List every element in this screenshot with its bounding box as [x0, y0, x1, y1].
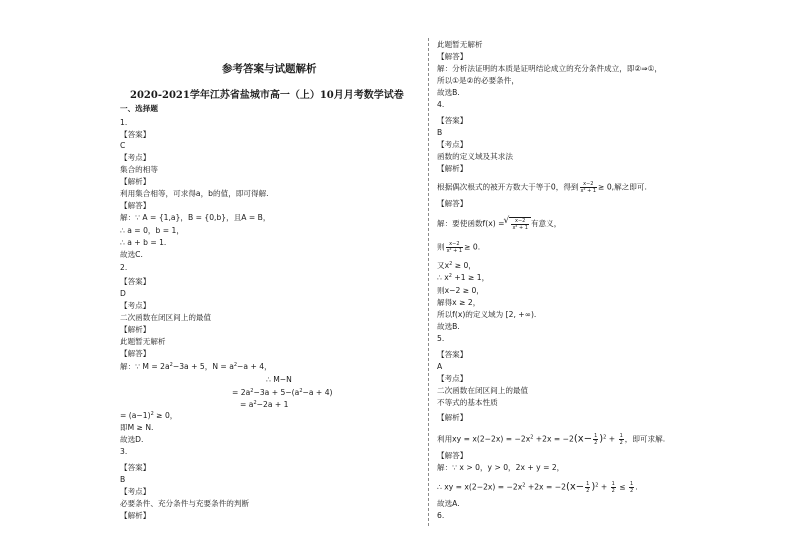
q2-solution-line: 故选D. [120, 435, 144, 444]
q4-keypoint: 函数的定义域及其求法 [437, 152, 513, 161]
fraction: $\frac{1}{2}$ [630, 481, 634, 494]
q3-solution-line: 故选B. [437, 88, 460, 97]
q4-solution-line: ∴ $x^2 +1 \ge 1$， [437, 273, 490, 282]
q3-keypoint: 必要条件、充分条件与充要条件的判断 [120, 499, 250, 508]
q1-analysis-label: 【解析】 [120, 177, 151, 186]
q3-analysis-label: 【解析】 [120, 511, 151, 520]
q5-answer-label: 【答案】 [437, 350, 468, 359]
q2-analysis: 此题暂无解析 [120, 337, 166, 346]
fraction: √ $\frac{x-2}{\text{x² + 1}}$ [512, 218, 528, 231]
fraction: $\frac{1}{2}$ [594, 433, 598, 446]
q3-answer-label: 【答案】 [120, 463, 151, 472]
q4-analysis: 根据偶次根式的被开方数大于等于0，得到 $\frac{x-2}{\text{x² + 1}}$ ≥ 0,解之即可. [437, 181, 647, 194]
q2-solution-line: 即M ≥ N. [120, 423, 154, 432]
q1-solution-line: 解：∵ A = {1,a}，B = {0,b}，且A = B， [120, 213, 271, 222]
fraction: $\frac{x-2}{\text{x² + 1}}$ [580, 181, 597, 194]
q1-solution-line: ∴ a = 0，b = 1， [120, 226, 184, 235]
q4-solution-line: 所以f(x)的定义域为 [2, +∞). [437, 310, 537, 319]
q1-solution-label: 【解答】 [120, 201, 151, 210]
fraction: $\frac{1}{2}$ [611, 481, 615, 494]
q4-keypoint-label: 【考点】 [437, 140, 468, 149]
q1-answer-label: 【答案】 [120, 130, 151, 139]
q3-analysis: 此题暂无解析 [437, 40, 483, 49]
q2-solution-line: = $(a-1)^2 \ge 0$， [120, 411, 178, 420]
q1-solution-line: ∴ a + b = 1. [120, 238, 167, 247]
q2-solution-line: ∴ M−N [266, 375, 292, 384]
q2-solution-line: 解：∵ $M = 2a^2-3a + 5$，$N = a^2-a + 4$， [120, 362, 272, 371]
q5-keypoint: 不等式的基本性质 [437, 398, 498, 407]
q5-analysis: 利用xy = $x(2-2x) = -2x^2 +2x = -2(x-$ $\frac{1}{2}$ )$^2$ + $\frac{1}{2}$ ，即可求解. [437, 433, 666, 446]
fraction: $\frac{1}{2}$ [586, 481, 590, 494]
q5-number: 5. [437, 334, 445, 343]
q3-answer: B [120, 475, 126, 484]
q1-keypoint-label: 【考点】 [120, 153, 151, 162]
square-root [509, 217, 531, 231]
q4-answer: B [437, 128, 443, 137]
q1-number: 1. [120, 118, 128, 127]
q4-solution-line: 则 $\frac{x-2}{\text{x² + 1}}$ ≥ 0. [437, 241, 481, 254]
column-divider [428, 38, 429, 526]
q5-solution-line: ∴ xy = $x(2-2x) = -2x^2 +2x = -2(x-$ $\frac{1}{2}$ )$^2$ + $\frac{1}{2}$ ≤ $\frac{1}{2}$ . [437, 481, 638, 494]
q2-solution-line: = $2a^2-3a + 5-(a^2-a + 4)$ [232, 388, 333, 397]
q3-solution-line: 所以①是②的必要条件， [437, 76, 519, 85]
q4-solution-label: 【解答】 [437, 199, 468, 208]
q1-keypoint: 集合的相等 [120, 165, 158, 174]
q1-analysis: 利用集合相等，可求得a，b的值，即可得解. [120, 189, 269, 198]
q2-answer-label: 【答案】 [120, 277, 151, 286]
q4-number: 4. [437, 100, 445, 109]
q5-solution-line: 解：∵ x > 0，y > 0，2x + y = 2， [437, 463, 565, 472]
q4-solution-line: 解：要使函数f(x) = √ $\frac{x-2}{\text{x² + 1}}$ 有意义， [437, 217, 561, 231]
q2-solution-line: = $a^2-2a + 1$ [240, 400, 289, 409]
q3-number: 3. [120, 447, 128, 456]
q4-solution-line: 则x−2 ≥ 0， [437, 286, 484, 295]
q5-solution-line: 故选A. [437, 499, 460, 508]
q4-solution-line: 又$x^2 \ge 0$， [437, 261, 476, 270]
q5-answer: A [437, 362, 443, 371]
q4-solution-line: 解得x ≥ 2， [437, 298, 481, 307]
q5-solution-label: 【解答】 [437, 451, 468, 460]
q4-solution-line: 故选B. [437, 322, 460, 331]
exam-subtitle: 2020-2021学年江苏省盐城市高一（上）10月月考数学试卷 [130, 90, 404, 101]
q1-answer: C [120, 141, 126, 150]
q5-keypoint: 二次函数在闭区间上的最值 [437, 386, 529, 395]
q4-answer-label: 【答案】 [437, 116, 468, 125]
q6-number: 6. [437, 511, 445, 520]
q5-keypoint-label: 【考点】 [437, 374, 468, 383]
q2-number: 2. [120, 263, 128, 272]
q4-analysis-label: 【解析】 [437, 164, 468, 173]
fraction: $\frac{1}{2}$ [619, 433, 623, 446]
q5-analysis-label: 【解析】 [437, 413, 468, 422]
page-title: 参考答案与试题解析 [222, 63, 317, 75]
section-heading: 一、选择题 [120, 104, 158, 113]
q3-keypoint-label: 【考点】 [120, 487, 151, 496]
q2-keypoint: 二次函数在闭区间上的最值 [120, 313, 212, 322]
q3-solution-label: 【解答】 [437, 52, 468, 61]
q2-analysis-label: 【解析】 [120, 325, 151, 334]
q3-solution-line: 解：分析法证明的本质是证明结论成立的充分条件成立，即②⇒①， [437, 64, 663, 73]
fraction: $\frac{x-2}{\text{x² + 1}}$ [446, 241, 463, 254]
q1-solution-line: 故选C. [120, 250, 143, 259]
q2-keypoint-label: 【考点】 [120, 301, 151, 310]
q2-solution-label: 【解答】 [120, 349, 151, 358]
q2-answer: D [120, 289, 126, 298]
